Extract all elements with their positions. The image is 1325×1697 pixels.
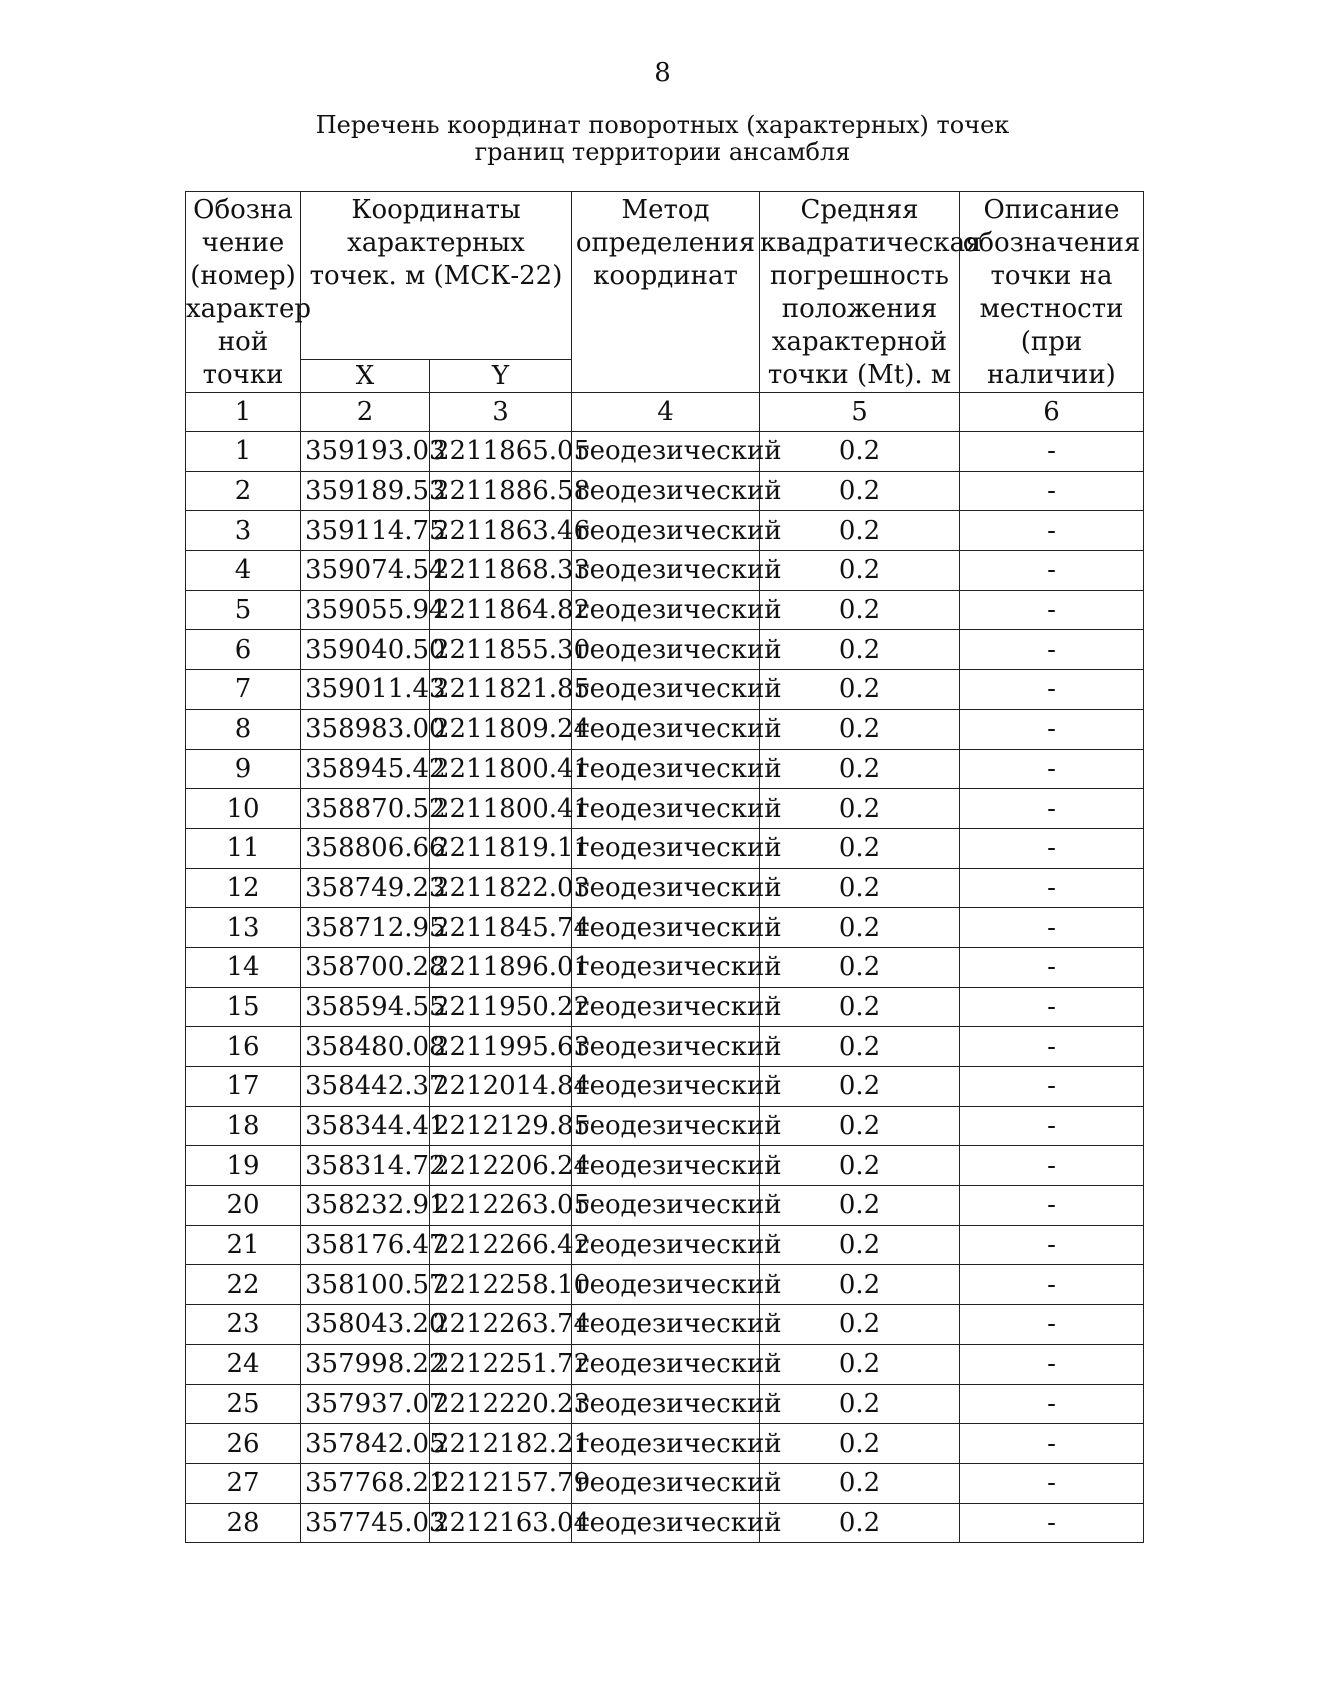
cell-mean-error: 0.2 [760,1384,960,1424]
header-x: X [301,360,430,393]
cell-description: - [960,789,1144,829]
title-line-2: границ территории ансамбля [474,138,851,166]
cell-method: геодезический [572,1146,760,1186]
cell-description: - [960,1344,1144,1384]
table-row [186,1106,1144,1146]
cell-point-number: 18 [186,1106,301,1146]
cell-mean-error: 0.2 [760,432,960,472]
cell-point-number: 14 [186,947,301,987]
cell-point-number: 13 [186,908,301,948]
cell-point-number: 11 [186,828,301,868]
cell-point-number: 28 [186,1503,301,1543]
cell-mean-error: 0.2 [760,511,960,551]
cell-x-coordinate: 357937.07 [301,1384,430,1424]
cell-description: - [960,1463,1144,1503]
cell-x-coordinate: 358870.52 [301,789,430,829]
cell-x-coordinate: 358442.37 [301,1067,430,1107]
cell-method: геодезический [572,709,760,749]
cell-y-coordinate: 2211865.05 [430,432,572,472]
cell-point-number: 1 [186,432,301,472]
cell-description: - [960,947,1144,987]
cell-method: геодезический [572,947,760,987]
table-row [186,908,1144,948]
cell-description: - [960,630,1144,670]
cell-point-number: 7 [186,670,301,710]
table-row [186,1225,1144,1265]
title-line-1: Перечень координат поворотных (характерных) точек [315,111,1010,139]
cell-y-coordinate: 2211822.03 [430,868,572,908]
cell-y-coordinate: 2212206.24 [430,1146,572,1186]
cell-method: геодезический [572,511,760,551]
cell-mean-error: 0.2 [760,908,960,948]
cell-mean-error: 0.2 [760,1106,960,1146]
cell-x-coordinate: 358480.08 [301,1027,430,1067]
cell-x-coordinate: 357998.22 [301,1344,430,1384]
cell-x-coordinate: 359055.94 [301,590,430,630]
cell-y-coordinate: 2211950.22 [430,987,572,1027]
cell-y-coordinate: 2212263.74 [430,1305,572,1345]
cell-y-coordinate: 2212263.05 [430,1186,572,1226]
cell-method: геодезический [572,1305,760,1345]
cell-y-coordinate: 2211863.46 [430,511,572,551]
table-row [186,987,1144,1027]
column-number: 3 [430,393,572,432]
cell-description: - [960,471,1144,511]
cell-description: - [960,1027,1144,1067]
cell-mean-error: 0.2 [760,1265,960,1305]
cell-description: - [960,709,1144,749]
cell-y-coordinate: 2211821.85 [430,670,572,710]
table-row [186,1146,1144,1186]
cell-y-coordinate: 2211800.41 [430,789,572,829]
cell-method: геодезический [572,1265,760,1305]
cell-method: геодезический [572,670,760,710]
cell-mean-error: 0.2 [760,709,960,749]
cell-description: - [960,1106,1144,1146]
cell-description: - [960,1424,1144,1464]
table-row [186,1067,1144,1107]
cell-description: - [960,1265,1144,1305]
cell-description: - [960,590,1144,630]
table-row [186,471,1144,511]
cell-method: геодезический [572,1463,760,1503]
cell-method: геодезический [572,908,760,948]
column-number: 5 [760,393,960,432]
cell-point-number: 4 [186,551,301,591]
cell-description: - [960,1503,1144,1543]
document-title [0,112,1325,166]
cell-method: геодезический [572,432,760,472]
cell-point-number: 3 [186,511,301,551]
cell-x-coordinate: 357768.21 [301,1463,430,1503]
cell-method: геодезический [572,1503,760,1543]
cell-y-coordinate: 2212129.85 [430,1106,572,1146]
cell-point-number: 12 [186,868,301,908]
table-row [186,789,1144,829]
cell-y-coordinate: 2211845.74 [430,908,572,948]
header-mean-error: Средняя квадратическая погрешность положения характерной точки (Mt). м [760,192,960,393]
cell-x-coordinate: 359011.43 [301,670,430,710]
cell-mean-error: 0.2 [760,947,960,987]
cell-x-coordinate: 358100.57 [301,1265,430,1305]
cell-description: - [960,511,1144,551]
cell-mean-error: 0.2 [760,828,960,868]
cell-y-coordinate: 2212157.79 [430,1463,572,1503]
cell-mean-error: 0.2 [760,987,960,1027]
cell-description: - [960,1225,1144,1265]
cell-x-coordinate: 357842.05 [301,1424,430,1464]
cell-description: - [960,987,1144,1027]
cell-method: геодезический [572,630,760,670]
cell-point-number: 6 [186,630,301,670]
cell-method: геодезический [572,1186,760,1226]
cell-y-coordinate: 2211809.24 [430,709,572,749]
cell-x-coordinate: 358945.42 [301,749,430,789]
table-row [186,868,1144,908]
cell-mean-error: 0.2 [760,1067,960,1107]
cell-point-number: 22 [186,1265,301,1305]
cell-method: геодезический [572,1027,760,1067]
table-row [186,828,1144,868]
table-row [186,1344,1144,1384]
table-row [186,590,1144,630]
cell-description: - [960,868,1144,908]
cell-y-coordinate: 2211819.11 [430,828,572,868]
cell-method: геодезический [572,987,760,1027]
cell-y-coordinate: 2212182.21 [430,1424,572,1464]
cell-mean-error: 0.2 [760,551,960,591]
cell-method: геодезический [572,1384,760,1424]
cell-x-coordinate: 359040.50 [301,630,430,670]
table-row [186,432,1144,472]
table-row [186,511,1144,551]
cell-point-number: 21 [186,1225,301,1265]
cell-x-coordinate: 359074.54 [301,551,430,591]
page-number: 8 [654,58,671,88]
cell-description: - [960,1305,1144,1345]
table-row [186,1503,1144,1543]
cell-y-coordinate: 2211864.82 [430,590,572,630]
cell-mean-error: 0.2 [760,1305,960,1345]
cell-x-coordinate: 359114.75 [301,511,430,551]
cell-description: - [960,1067,1144,1107]
cell-y-coordinate: 2211800.41 [430,749,572,789]
cell-method: геодезический [572,828,760,868]
cell-point-number: 9 [186,749,301,789]
cell-point-number: 8 [186,709,301,749]
cell-description: - [960,551,1144,591]
column-number: 4 [572,393,760,432]
column-number: 2 [301,393,430,432]
cell-point-number: 25 [186,1384,301,1424]
cell-description: - [960,1384,1144,1424]
cell-x-coordinate: 358983.00 [301,709,430,749]
cell-mean-error: 0.2 [760,590,960,630]
cell-point-number: 16 [186,1027,301,1067]
cell-mean-error: 0.2 [760,471,960,511]
cell-y-coordinate: 2211896.01 [430,947,572,987]
cell-point-number: 2 [186,471,301,511]
cell-description: - [960,432,1144,472]
cell-mean-error: 0.2 [760,1146,960,1186]
cell-description: - [960,670,1144,710]
cell-x-coordinate: 359189.53 [301,471,430,511]
cell-mean-error: 0.2 [760,749,960,789]
table-row [186,1265,1144,1305]
cell-y-coordinate: 2212014.84 [430,1067,572,1107]
cell-mean-error: 0.2 [760,630,960,670]
header-coordinates: Координаты характерных точек. м (МСК-22) [301,192,572,360]
cell-method: геодезический [572,551,760,591]
cell-y-coordinate: 2212220.23 [430,1384,572,1424]
cell-point-number: 20 [186,1186,301,1226]
header-description: Описание обозначения точки на местности (при наличии) [960,192,1144,393]
cell-method: геодезический [572,1225,760,1265]
cell-y-coordinate: 2212251.72 [430,1344,572,1384]
cell-mean-error: 0.2 [760,670,960,710]
header-point-designation: Обозна чение (номер) характер ной точки [186,192,301,393]
cell-method: геодезический [572,1424,760,1464]
cell-point-number: 26 [186,1424,301,1464]
table-row [186,1424,1144,1464]
cell-mean-error: 0.2 [760,1225,960,1265]
cell-mean-error: 0.2 [760,1344,960,1384]
cell-point-number: 10 [186,789,301,829]
cell-y-coordinate: 2211995.63 [430,1027,572,1067]
cell-y-coordinate: 2211886.58 [430,471,572,511]
cell-y-coordinate: 2212258.10 [430,1265,572,1305]
table-row [186,947,1144,987]
header-y: Y [430,360,572,393]
cell-method: геодезический [572,749,760,789]
cell-x-coordinate: 358344.41 [301,1106,430,1146]
header-method: Метод определения координат [572,192,760,393]
cell-x-coordinate: 358232.91 [301,1186,430,1226]
cell-x-coordinate: 358749.23 [301,868,430,908]
cell-point-number: 19 [186,1146,301,1186]
column-number-row [186,393,1144,432]
cell-method: геодезический [572,471,760,511]
table-row [186,749,1144,789]
table-row [186,1027,1144,1067]
cell-point-number: 24 [186,1344,301,1384]
cell-x-coordinate: 358806.66 [301,828,430,868]
column-number: 6 [960,393,1144,432]
cell-point-number: 5 [186,590,301,630]
cell-x-coordinate: 358594.55 [301,987,430,1027]
cell-y-coordinate: 2212266.42 [430,1225,572,1265]
cell-mean-error: 0.2 [760,789,960,829]
table-row [186,630,1144,670]
cell-description: - [960,1186,1144,1226]
cell-x-coordinate: 359193.03 [301,432,430,472]
cell-point-number: 17 [186,1067,301,1107]
column-number: 1 [186,393,301,432]
cell-x-coordinate: 358712.95 [301,908,430,948]
coordinates-table [185,191,1144,1543]
cell-description: - [960,908,1144,948]
table-row [186,1463,1144,1503]
cell-mean-error: 0.2 [760,1027,960,1067]
cell-point-number: 27 [186,1463,301,1503]
table-row [186,670,1144,710]
cell-description: - [960,1146,1144,1186]
cell-x-coordinate: 358043.20 [301,1305,430,1345]
cell-y-coordinate: 2211855.30 [430,630,572,670]
cell-y-coordinate: 2212163.04 [430,1503,572,1543]
cell-method: геодезический [572,590,760,630]
cell-method: геодезический [572,1106,760,1146]
cell-method: геодезический [572,1344,760,1384]
cell-x-coordinate: 358700.28 [301,947,430,987]
table-row [186,1186,1144,1226]
cell-point-number: 15 [186,987,301,1027]
cell-mean-error: 0.2 [760,868,960,908]
cell-mean-error: 0.2 [760,1424,960,1464]
table-row [186,551,1144,591]
cell-x-coordinate: 358314.72 [301,1146,430,1186]
cell-point-number: 23 [186,1305,301,1345]
cell-x-coordinate: 358176.47 [301,1225,430,1265]
cell-method: геодезический [572,868,760,908]
cell-description: - [960,749,1144,789]
cell-method: геодезический [572,1067,760,1107]
cell-y-coordinate: 2211868.33 [430,551,572,591]
table-row [186,1305,1144,1345]
cell-description: - [960,828,1144,868]
cell-mean-error: 0.2 [760,1186,960,1226]
cell-mean-error: 0.2 [760,1463,960,1503]
cell-method: геодезический [572,789,760,829]
cell-x-coordinate: 357745.03 [301,1503,430,1543]
table-row [186,1384,1144,1424]
cell-mean-error: 0.2 [760,1503,960,1543]
table-row [186,709,1144,749]
